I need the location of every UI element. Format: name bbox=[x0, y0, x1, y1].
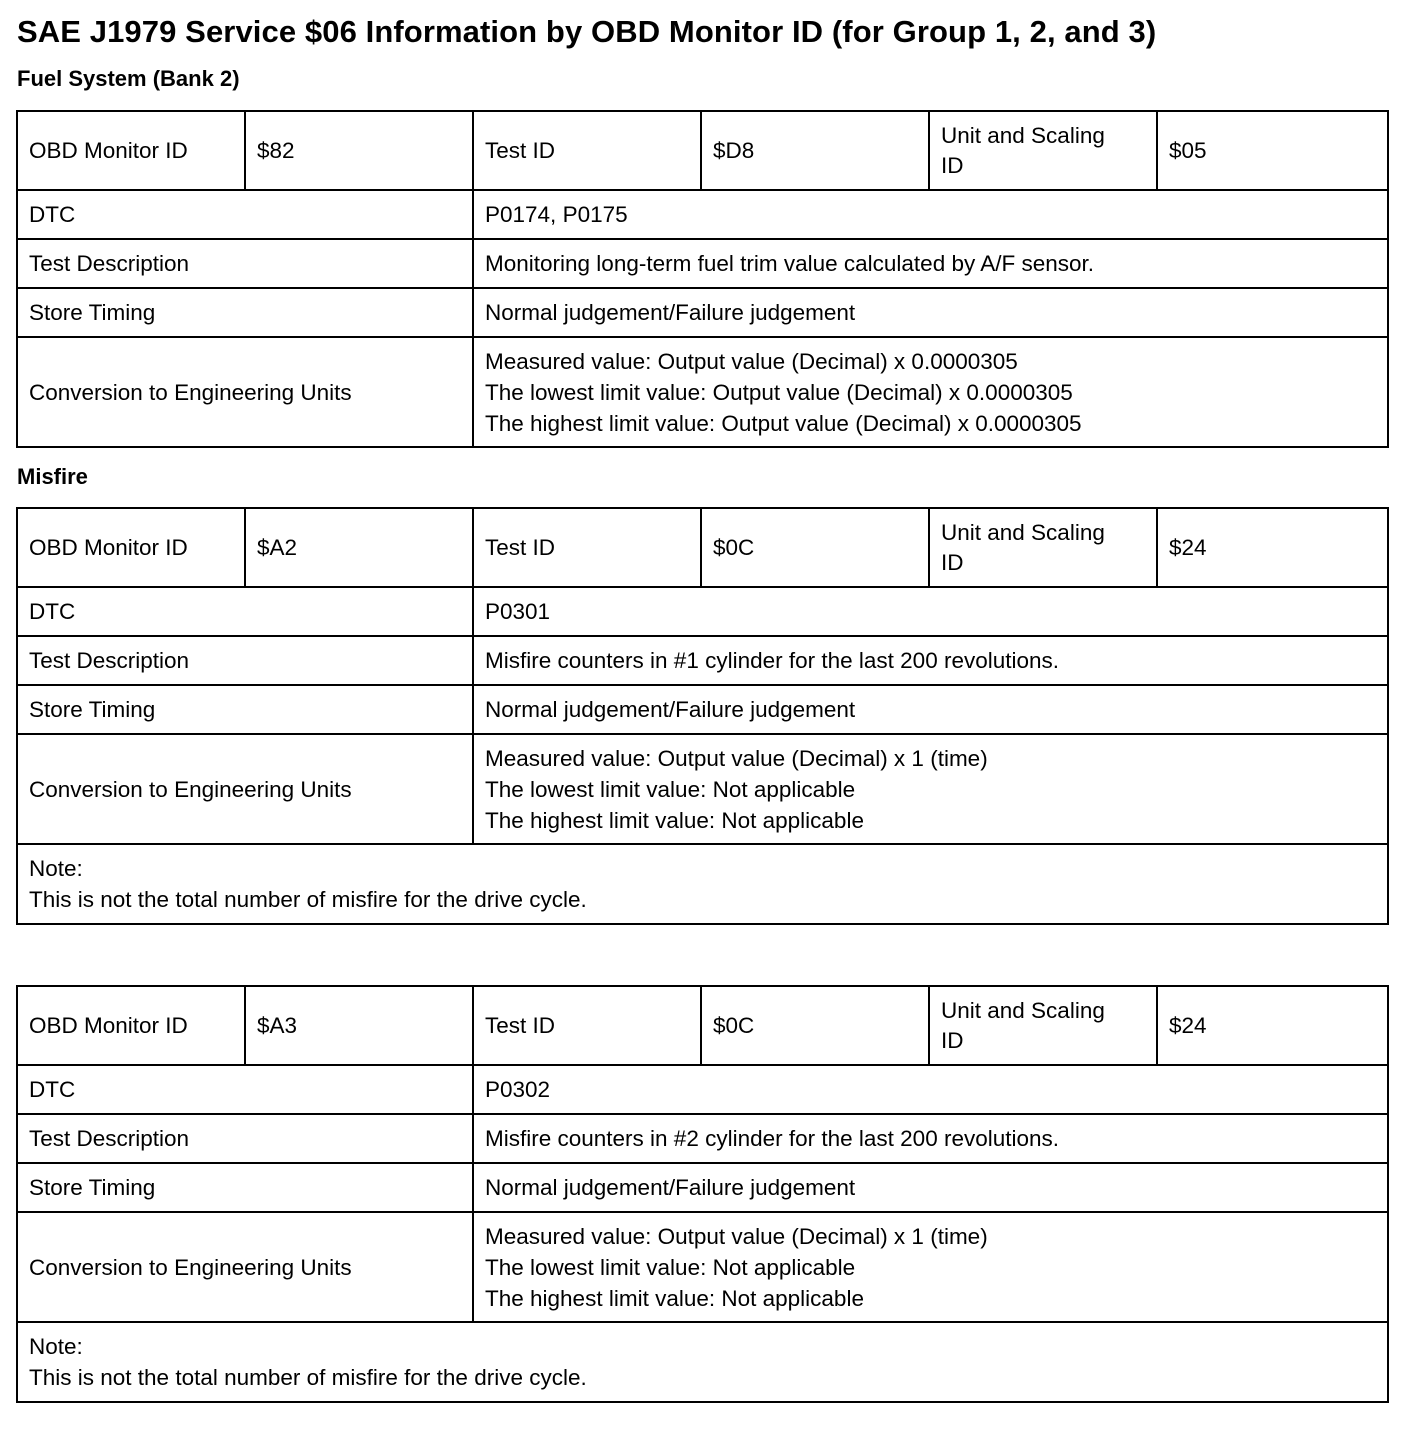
dtc-value: P0301 bbox=[473, 587, 1388, 636]
conversion-label: Conversion to Engineering Units bbox=[17, 1212, 473, 1322]
monitor-id-value: $A2 bbox=[245, 508, 473, 587]
table-row bbox=[17, 1163, 1388, 1212]
note-text: Note: This is not the total number of misfire for the drive cycle. bbox=[17, 844, 1388, 924]
table-row bbox=[17, 1212, 1388, 1322]
unit-scaling-id-value: $24 bbox=[1157, 508, 1388, 587]
unit-scaling-id-value: $05 bbox=[1157, 111, 1388, 190]
test-id-label: Test ID bbox=[473, 111, 701, 190]
page-title: SAE J1979 Service $06 Information by OBD Monitor ID (for Group 1, 2, and 3) bbox=[17, 14, 1157, 49]
note-text: Note: This is not the total number of misfire for the drive cycle. bbox=[17, 1322, 1388, 1402]
table-row bbox=[17, 734, 1388, 844]
table-row bbox=[17, 986, 1388, 1065]
test-description-value: Misfire counters in #2 cylinder for the last 200 revolutions. bbox=[473, 1114, 1388, 1163]
table-row bbox=[17, 844, 1388, 924]
test-id-label: Test ID bbox=[473, 508, 701, 587]
test-description-value: Monitoring long-term fuel trim value calculated by A/F sensor. bbox=[473, 239, 1388, 288]
table-row bbox=[17, 190, 1388, 239]
test-description-label: Test Description bbox=[17, 1114, 473, 1163]
test-description-value: Misfire counters in #1 cylinder for the last 200 revolutions. bbox=[473, 636, 1388, 685]
test-id-value: $D8 bbox=[701, 111, 929, 190]
section-heading-fuel-system: Fuel System (Bank 2) bbox=[17, 66, 240, 91]
unit-scaling-id-value: $24 bbox=[1157, 986, 1388, 1065]
store-timing-value: Normal judgement/Failure judgement bbox=[473, 1163, 1388, 1212]
store-timing-value: Normal judgement/Failure judgement bbox=[473, 288, 1388, 337]
table-row bbox=[17, 587, 1388, 636]
dtc-value: P0174, P0175 bbox=[473, 190, 1388, 239]
table-row bbox=[17, 1114, 1388, 1163]
test-description-label: Test Description bbox=[17, 636, 473, 685]
conversion-label: Conversion to Engineering Units bbox=[17, 337, 473, 447]
dtc-value: P0302 bbox=[473, 1065, 1388, 1114]
table-row bbox=[17, 1065, 1388, 1114]
monitor-table-a3 bbox=[16, 985, 1389, 1403]
store-timing-label: Store Timing bbox=[17, 1163, 473, 1212]
unit-scaling-id-label bbox=[929, 508, 1157, 587]
unit-scaling-id-label-text: Unit and Scaling ID bbox=[941, 997, 1105, 1053]
dtc-label: DTC bbox=[17, 1065, 473, 1114]
table-row bbox=[17, 111, 1388, 190]
unit-scaling-id-label-text: Unit and Scaling ID bbox=[941, 519, 1105, 575]
dtc-label: DTC bbox=[17, 587, 473, 636]
unit-scaling-id-label-text: Unit and Scaling ID bbox=[941, 122, 1105, 178]
conversion-value: Measured value: Output value (Decimal) x 1 (time) The lowest limit value: Not applicable The highest limit value: Not applicable bbox=[473, 1212, 1388, 1322]
monitor-id-value: $82 bbox=[245, 111, 473, 190]
table-row bbox=[17, 636, 1388, 685]
dtc-label: DTC bbox=[17, 190, 473, 239]
store-timing-label: Store Timing bbox=[17, 685, 473, 734]
table-row bbox=[17, 508, 1388, 587]
unit-scaling-id-label bbox=[929, 986, 1157, 1065]
table-row bbox=[17, 288, 1388, 337]
monitor-table-a2 bbox=[16, 507, 1389, 925]
table-row bbox=[17, 685, 1388, 734]
table-row bbox=[17, 239, 1388, 288]
monitor-id-value: $A3 bbox=[245, 986, 473, 1065]
monitor-id-label: OBD Monitor ID bbox=[17, 111, 245, 190]
monitor-table-82 bbox=[16, 110, 1389, 448]
test-id-value: $0C bbox=[701, 986, 929, 1065]
store-timing-value: Normal judgement/Failure judgement bbox=[473, 685, 1388, 734]
test-id-label: Test ID bbox=[473, 986, 701, 1065]
conversion-value: Measured value: Output value (Decimal) x 0.0000305 The lowest limit value: Output value (Decimal) x 0.0000305 The highest limit value: Output value (Decimal) x 0.0000305 bbox=[473, 337, 1388, 447]
table-row bbox=[17, 337, 1388, 447]
table-row bbox=[17, 1322, 1388, 1402]
unit-scaling-id-label bbox=[929, 111, 1157, 190]
test-description-label: Test Description bbox=[17, 239, 473, 288]
monitor-id-label: OBD Monitor ID bbox=[17, 508, 245, 587]
section-heading-misfire: Misfire bbox=[17, 464, 88, 489]
store-timing-label: Store Timing bbox=[17, 288, 473, 337]
test-id-value: $0C bbox=[701, 508, 929, 587]
conversion-label: Conversion to Engineering Units bbox=[17, 734, 473, 844]
monitor-id-label: OBD Monitor ID bbox=[17, 986, 245, 1065]
conversion-value: Measured value: Output value (Decimal) x 1 (time) The lowest limit value: Not applicable The highest limit value: Not applicable bbox=[473, 734, 1388, 844]
